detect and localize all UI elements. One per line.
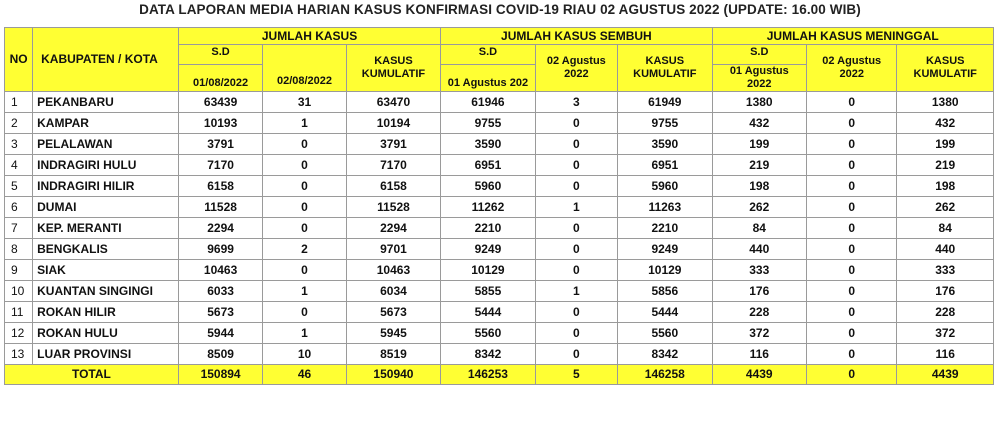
row-number: 4 <box>5 155 33 176</box>
total-sembuh-day: 5 <box>535 365 617 385</box>
row-meninggal-kumulatif: 372 <box>897 323 994 344</box>
row-kasus-sd: 5944 <box>178 323 262 344</box>
row-sembuh-day: 0 <box>535 218 617 239</box>
header-kasus-day: 02/08/2022 <box>263 45 346 92</box>
row-kasus-sd: 8509 <box>178 344 262 365</box>
row-meninggal-kumulatif: 1380 <box>897 92 994 113</box>
row-kasus-day: 0 <box>263 134 346 155</box>
header-meninggal-day <box>807 45 897 92</box>
header-meninggal-kum-line2: KUMULATIF <box>913 68 977 80</box>
header-meninggal-day-line1: 02 Agustus <box>822 55 882 67</box>
row-kasus-kumulatif: 7170 <box>346 155 440 176</box>
row-meninggal-sd: 333 <box>712 260 806 281</box>
header-sembuh-kum-line1: KASUS <box>645 55 685 67</box>
row-sembuh-sd: 5560 <box>441 323 535 344</box>
row-meninggal-day: 0 <box>807 197 897 218</box>
header-meninggal-kum-line1: KASUS <box>925 55 965 67</box>
row-sembuh-day: 1 <box>535 281 617 302</box>
row-kasus-day: 31 <box>263 92 346 113</box>
row-kasus-sd: 6158 <box>178 176 262 197</box>
row-number: 2 <box>5 113 33 134</box>
row-sembuh-kumulatif: 10129 <box>618 260 712 281</box>
row-kasus-day: 1 <box>263 323 346 344</box>
row-sembuh-day: 0 <box>535 176 617 197</box>
header-group-kasus: JUMLAH KASUS <box>178 28 440 45</box>
row-kasus-kumulatif: 5945 <box>346 323 440 344</box>
row-sembuh-sd: 2210 <box>441 218 535 239</box>
row-kasus-day: 10 <box>263 344 346 365</box>
row-kabupaten: PELALAWAN <box>33 134 179 155</box>
row-meninggal-day: 0 <box>807 239 897 260</box>
table-row <box>5 302 994 323</box>
row-meninggal-kumulatif: 333 <box>897 260 994 281</box>
table-row <box>5 323 994 344</box>
total-kasus-day: 46 <box>263 365 346 385</box>
row-sembuh-day: 0 <box>535 239 617 260</box>
row-kasus-kumulatif: 3791 <box>346 134 440 155</box>
row-kasus-sd: 6033 <box>178 281 262 302</box>
row-kasus-sd: 9699 <box>178 239 262 260</box>
covid-report-table <box>4 27 994 385</box>
row-kasus-kumulatif: 63470 <box>346 92 440 113</box>
row-number: 3 <box>5 134 33 155</box>
header-kasus-kum-line2: KUMULATIF <box>361 68 426 80</box>
table-row <box>5 176 994 197</box>
row-kasus-kumulatif: 10194 <box>346 113 440 134</box>
table-row <box>5 197 994 218</box>
table-row <box>5 218 994 239</box>
header-meninggal-sd-line1: 01 Agustus <box>729 65 789 77</box>
table-row <box>5 239 994 260</box>
row-kasus-sd: 11528 <box>178 197 262 218</box>
row-kasus-day: 2 <box>263 239 346 260</box>
header-sembuh-sd-label: S.D <box>441 45 535 65</box>
total-sembuh-kumulatif: 146258 <box>618 365 712 385</box>
header-no: NO <box>5 28 33 92</box>
total-sembuh-sd: 146253 <box>441 365 535 385</box>
row-number: 1 <box>5 92 33 113</box>
row-number: 11 <box>5 302 33 323</box>
row-kasus-kumulatif: 2294 <box>346 218 440 239</box>
row-kasus-day: 1 <box>263 113 346 134</box>
row-meninggal-sd: 199 <box>712 134 806 155</box>
row-meninggal-kumulatif: 262 <box>897 197 994 218</box>
row-meninggal-day: 0 <box>807 218 897 239</box>
row-sembuh-kumulatif: 6951 <box>618 155 712 176</box>
row-sembuh-day: 0 <box>535 134 617 155</box>
row-sembuh-kumulatif: 5444 <box>618 302 712 323</box>
row-sembuh-kumulatif: 8342 <box>618 344 712 365</box>
row-meninggal-kumulatif: 176 <box>897 281 994 302</box>
total-row <box>5 365 994 385</box>
row-meninggal-day: 0 <box>807 302 897 323</box>
row-sembuh-day: 0 <box>535 323 617 344</box>
row-meninggal-kumulatif: 84 <box>897 218 994 239</box>
row-meninggal-kumulatif: 116 <box>897 344 994 365</box>
row-meninggal-day: 0 <box>807 134 897 155</box>
row-kasus-day: 0 <box>263 155 346 176</box>
row-meninggal-kumulatif: 219 <box>897 155 994 176</box>
row-meninggal-sd: 440 <box>712 239 806 260</box>
header-sembuh-kum-line2: KUMULATIF <box>633 68 697 80</box>
row-sembuh-day: 1 <box>535 197 617 218</box>
row-kasus-kumulatif: 11528 <box>346 197 440 218</box>
header-sembuh-day <box>535 45 617 92</box>
row-meninggal-kumulatif: 199 <box>897 134 994 155</box>
table-body <box>5 92 994 365</box>
row-meninggal-day: 0 <box>807 113 897 134</box>
row-kasus-sd: 7170 <box>178 155 262 176</box>
row-sembuh-sd: 11262 <box>441 197 535 218</box>
header-meninggal-sd-date <box>712 65 806 92</box>
row-kabupaten: KEP. MERANTI <box>33 218 179 239</box>
row-sembuh-day: 0 <box>535 302 617 323</box>
row-sembuh-day: 3 <box>535 92 617 113</box>
row-kasus-kumulatif: 9701 <box>346 239 440 260</box>
row-sembuh-sd: 5960 <box>441 176 535 197</box>
row-kasus-day: 0 <box>263 260 346 281</box>
header-kasus-kumulatif <box>346 45 440 92</box>
header-sembuh-sd-date: 01 Agustus 202 <box>441 65 535 92</box>
row-sembuh-sd: 3590 <box>441 134 535 155</box>
row-sembuh-kumulatif: 2210 <box>618 218 712 239</box>
header-sembuh-kumulatif <box>618 45 712 92</box>
row-meninggal-day: 0 <box>807 344 897 365</box>
row-kasus-kumulatif: 10463 <box>346 260 440 281</box>
row-kabupaten: KAMPAR <box>33 113 179 134</box>
row-meninggal-sd: 372 <box>712 323 806 344</box>
row-kabupaten: SIAK <box>33 260 179 281</box>
row-sembuh-kumulatif: 9249 <box>618 239 712 260</box>
row-kabupaten: ROKAN HILIR <box>33 302 179 323</box>
header-kabupaten: KABUPATEN / KOTA <box>33 28 179 92</box>
table-footer <box>5 365 994 385</box>
row-number: 5 <box>5 176 33 197</box>
table-row <box>5 113 994 134</box>
row-meninggal-day: 0 <box>807 155 897 176</box>
row-meninggal-sd: 176 <box>712 281 806 302</box>
row-sembuh-day: 0 <box>535 344 617 365</box>
row-sembuh-sd: 9249 <box>441 239 535 260</box>
row-kasus-kumulatif: 8519 <box>346 344 440 365</box>
row-sembuh-sd: 61946 <box>441 92 535 113</box>
row-sembuh-kumulatif: 11263 <box>618 197 712 218</box>
header-group-meninggal: JUMLAH KASUS MENINGGAL <box>712 28 993 45</box>
row-number: 13 <box>5 344 33 365</box>
table-row <box>5 281 994 302</box>
row-sembuh-kumulatif: 3590 <box>618 134 712 155</box>
row-number: 7 <box>5 218 33 239</box>
header-meninggal-sd-line2: 2022 <box>747 78 772 90</box>
row-sembuh-sd: 5855 <box>441 281 535 302</box>
row-meninggal-day: 0 <box>807 176 897 197</box>
row-meninggal-day: 0 <box>807 281 897 302</box>
row-sembuh-sd: 9755 <box>441 113 535 134</box>
table-row <box>5 92 994 113</box>
row-meninggal-sd: 1380 <box>712 92 806 113</box>
row-kabupaten: INDRAGIRI HULU <box>33 155 179 176</box>
row-kasus-sd: 5673 <box>178 302 262 323</box>
row-kasus-sd: 10463 <box>178 260 262 281</box>
row-meninggal-sd: 84 <box>712 218 806 239</box>
row-meninggal-sd: 116 <box>712 344 806 365</box>
row-number: 8 <box>5 239 33 260</box>
row-kasus-sd: 63439 <box>178 92 262 113</box>
row-meninggal-day: 0 <box>807 323 897 344</box>
table-row <box>5 134 994 155</box>
table-row <box>5 155 994 176</box>
row-number: 6 <box>5 197 33 218</box>
row-kabupaten: KUANTAN SINGINGI <box>33 281 179 302</box>
header-group-sembuh: JUMLAH KASUS SEMBUH <box>441 28 712 45</box>
row-meninggal-day: 0 <box>807 260 897 281</box>
row-sembuh-kumulatif: 5856 <box>618 281 712 302</box>
row-meninggal-kumulatif: 228 <box>897 302 994 323</box>
row-kabupaten: ROKAN HULU <box>33 323 179 344</box>
total-meninggal-kumulatif: 4439 <box>897 365 994 385</box>
total-kasus-kumulatif: 150940 <box>346 365 440 385</box>
row-kasus-sd: 2294 <box>178 218 262 239</box>
row-meninggal-sd: 228 <box>712 302 806 323</box>
header-kasus-kum-line1: KASUS <box>374 55 413 67</box>
row-kabupaten: BENGKALIS <box>33 239 179 260</box>
row-meninggal-kumulatif: 440 <box>897 239 994 260</box>
row-meninggal-kumulatif: 432 <box>897 113 994 134</box>
total-meninggal-sd: 4439 <box>712 365 806 385</box>
row-sembuh-kumulatif: 5560 <box>618 323 712 344</box>
row-meninggal-sd: 198 <box>712 176 806 197</box>
row-number: 12 <box>5 323 33 344</box>
header-meninggal-kumulatif <box>897 45 994 92</box>
header-meninggal-sd-label: S.D <box>712 45 806 65</box>
row-kasus-day: 0 <box>263 176 346 197</box>
table-header <box>5 28 994 92</box>
row-number: 9 <box>5 260 33 281</box>
header-sembuh-day-line1: 02 Agustus <box>546 55 606 67</box>
row-meninggal-sd: 219 <box>712 155 806 176</box>
row-sembuh-day: 0 <box>535 113 617 134</box>
row-sembuh-sd: 5444 <box>441 302 535 323</box>
header-kasus-sd-label: S.D <box>178 45 262 65</box>
table-row <box>5 344 994 365</box>
row-meninggal-sd: 432 <box>712 113 806 134</box>
row-kasus-day: 1 <box>263 281 346 302</box>
total-meninggal-day: 0 <box>807 365 897 385</box>
header-meninggal-day-line2: 2022 <box>839 68 864 80</box>
row-meninggal-sd: 262 <box>712 197 806 218</box>
row-kasus-kumulatif: 6158 <box>346 176 440 197</box>
total-kasus-sd: 150894 <box>178 365 262 385</box>
row-sembuh-sd: 6951 <box>441 155 535 176</box>
header-sembuh-day-line2: 2022 <box>564 68 589 80</box>
row-kabupaten: INDRAGIRI HILIR <box>33 176 179 197</box>
row-number: 10 <box>5 281 33 302</box>
header-kasus-sd-date: 01/08/2022 <box>178 65 262 92</box>
row-kasus-kumulatif: 6034 <box>346 281 440 302</box>
row-kabupaten: DUMAI <box>33 197 179 218</box>
row-kasus-day: 0 <box>263 218 346 239</box>
row-kabupaten: LUAR PROVINSI <box>33 344 179 365</box>
row-kasus-sd: 10193 <box>178 113 262 134</box>
row-sembuh-day: 0 <box>535 260 617 281</box>
row-sembuh-day: 0 <box>535 155 617 176</box>
report-title: DATA LAPORAN MEDIA HARIAN KASUS KONFIRMASI COVID-19 RIAU 02 AGUSTUS 2022 (UPDATE: 16.00 WIB) <box>139 2 861 17</box>
row-sembuh-sd: 8342 <box>441 344 535 365</box>
row-sembuh-sd: 10129 <box>441 260 535 281</box>
row-sembuh-kumulatif: 61949 <box>618 92 712 113</box>
total-label: TOTAL <box>5 365 179 385</box>
row-kasus-kumulatif: 5673 <box>346 302 440 323</box>
table-row <box>5 260 994 281</box>
row-sembuh-kumulatif: 5960 <box>618 176 712 197</box>
row-kabupaten: PEKANBARU <box>33 92 179 113</box>
row-kasus-sd: 3791 <box>178 134 262 155</box>
row-sembuh-kumulatif: 9755 <box>618 113 712 134</box>
row-kasus-day: 0 <box>263 197 346 218</box>
row-meninggal-day: 0 <box>807 92 897 113</box>
row-kasus-day: 0 <box>263 302 346 323</box>
row-meninggal-kumulatif: 198 <box>897 176 994 197</box>
